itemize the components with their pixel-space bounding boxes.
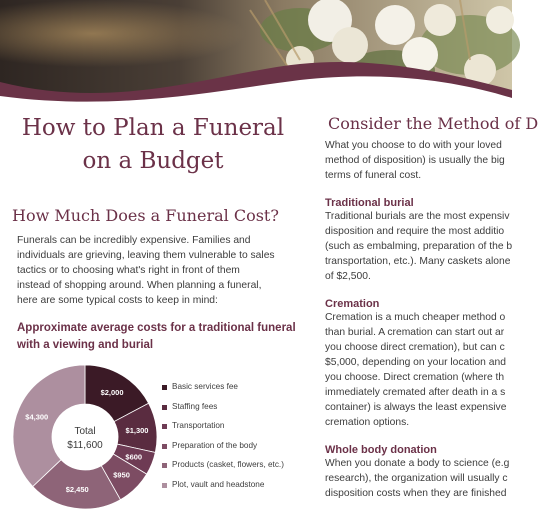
legend-label: Basic services fee <box>172 382 238 391</box>
donut-center <box>52 404 118 470</box>
cremation-line: immediately cremated after death in a s <box>325 387 506 398</box>
whole-body-donation-heading: Whole body donation <box>325 444 437 456</box>
cremation-line: cremation options. <box>325 417 410 428</box>
chart-heading <box>17 320 297 353</box>
legend-label: Staffing fees <box>172 401 218 411</box>
cost-intro-line: individuals are grieving, leaving them vulnerable to sales <box>17 250 275 261</box>
cost-intro-line: tactics or to choosing what's right in front of them <box>17 265 240 276</box>
cremation-line: Cremation is a much cheaper method o <box>325 312 506 323</box>
traditional-burial-paragraph <box>325 209 515 284</box>
method-intro-line: What you choose to do with your loved <box>325 140 502 151</box>
legend-label: Plot, vault and headstone <box>172 479 265 489</box>
method-section-heading: Consider the Method of D <box>328 114 538 133</box>
method-intro-paragraph <box>325 138 515 183</box>
whole-body-donation-line: When you donate a body to science (e.g <box>325 458 510 469</box>
cremation-paragraph <box>325 310 515 430</box>
cost-intro-line: Funerals can be incredibly expensive. Families and <box>17 235 251 246</box>
donut-slice-label: $950 <box>113 470 130 480</box>
donut-slice-label: $4,300 <box>25 412 49 422</box>
legend-swatch <box>162 385 167 390</box>
legend-swatch <box>162 405 167 410</box>
cost-intro-line: instead of shopping around. When planning a funeral, <box>17 280 262 291</box>
legend-label: Transportation <box>172 421 225 431</box>
method-intro-line: method of disposition) is usually the big <box>325 155 505 166</box>
cremation-line: container) is always the least expensive <box>325 402 507 413</box>
whole-body-donation-line: disposition costs when they are finished <box>325 488 507 499</box>
cremation-line: you choose direct cremation), but can c <box>325 342 505 353</box>
traditional-burial-line: of $2,500. <box>325 271 371 282</box>
legend-label: Products (casket, flowers, etc.) <box>172 460 284 470</box>
donut-slice-label: $2,000 <box>100 388 124 398</box>
donut-slice-label: $600 <box>125 452 143 462</box>
cremation-line: $5,000, depending on your location and <box>325 357 506 368</box>
cost-donut-chart <box>10 362 160 512</box>
donut-slice-label: $1,300 <box>125 425 149 435</box>
traditional-burial-heading: Traditional burial <box>325 197 414 209</box>
legend-swatch <box>162 444 167 449</box>
header-banner-image <box>0 0 512 112</box>
legend-swatch <box>162 463 167 468</box>
page-title <box>8 112 298 178</box>
donut-slice-label: $2,450 <box>65 484 89 494</box>
chart-heading-line-2: with a viewing and burial <box>17 338 154 351</box>
cost-intro-paragraph <box>17 233 292 308</box>
cremation-line: you choose. Direct cremation (where th <box>325 372 505 383</box>
whole-body-donation-paragraph <box>325 456 515 501</box>
traditional-burial-line: disposition and require the most additio <box>325 226 505 237</box>
chart-heading-line-1: Approximate average costs for a traditional funeral <box>17 322 296 334</box>
method-section-body <box>325 138 515 512</box>
page-title-line-2: on a Budget <box>82 148 224 174</box>
page-title-line-1: How to Plan a Funeral <box>21 115 285 141</box>
whole-body-donation-line: research), the organization will usually c <box>325 473 508 484</box>
legend-label: Preparation of the body <box>172 440 258 450</box>
cremation-line: than burial. A cremation can start out ar <box>325 327 505 338</box>
legend-swatch <box>162 483 167 488</box>
traditional-burial-line: (such as embalming, preparation of the b <box>325 241 513 252</box>
cremation-heading: Cremation <box>325 298 380 310</box>
method-intro-line: terms of funeral cost. <box>325 170 422 181</box>
traditional-burial-line: Traditional burials are the most expensiv <box>325 211 510 222</box>
donut-center-label: Total <box>74 426 96 437</box>
traditional-burial-line: transportation, etc.). Many caskets alone <box>325 256 511 267</box>
cost-section-heading: How Much Does a Funeral Cost? <box>12 206 279 225</box>
cost-intro-line: here are some typical costs to keep in mind: <box>17 295 218 306</box>
legend-swatch <box>162 424 167 429</box>
donut-center-value: $11,600 <box>67 440 103 451</box>
flower-photo <box>0 0 512 112</box>
